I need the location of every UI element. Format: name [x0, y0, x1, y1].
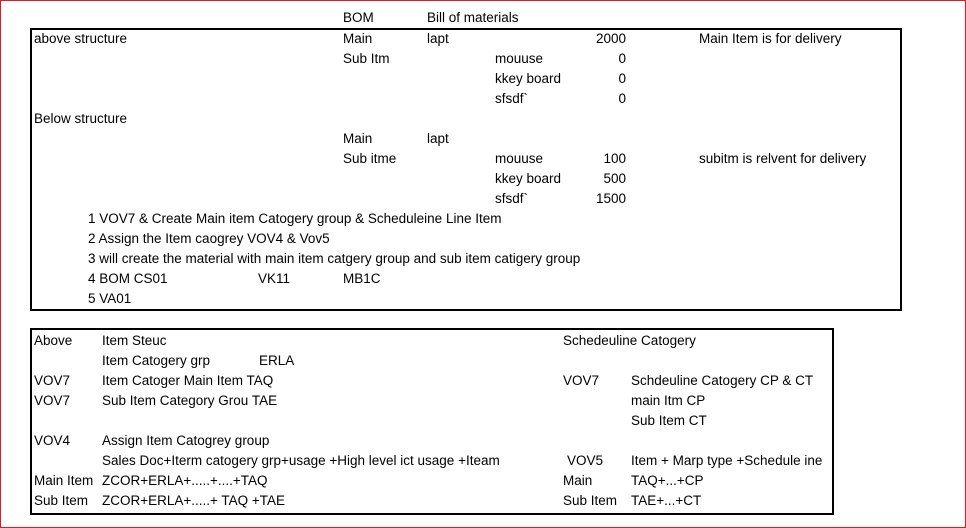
- bom-label: BOM: [343, 10, 374, 25]
- config-sub-formula: ZCOR+ERLA+.....+ TAQ +TAE: [102, 493, 286, 508]
- above-main-item: lapt: [427, 31, 449, 46]
- step-item: 3 will create the material with main item catgery group and sub item catigery group: [88, 251, 581, 266]
- above-sub-name: sfsdf`: [495, 91, 529, 106]
- below-main-item: lapt: [427, 131, 449, 146]
- config-main-label: Main: [563, 473, 593, 488]
- below-sub-qty: 500: [603, 171, 626, 186]
- below-sub-name: kkey board: [495, 171, 561, 186]
- config-sub-item-ct: Sub Item CT: [631, 413, 707, 428]
- config-above: Above: [34, 333, 73, 348]
- above-sub-name: kkey board: [495, 71, 561, 86]
- below-sub-name: mouuse: [495, 151, 544, 166]
- config-sched-cat: Schdeuline Catogery CP & CT: [631, 373, 814, 388]
- below-sub-qty: 1500: [595, 191, 626, 206]
- below-main-label: Main: [343, 131, 373, 146]
- below-structure-label: Below structure: [34, 111, 128, 126]
- above-main-label: Main: [343, 31, 373, 46]
- step-item: 5 VA01: [88, 291, 132, 306]
- bom-description: Bill of materials: [427, 10, 519, 25]
- config-main-formula: ZCOR+ERLA+.....+....+TAQ: [102, 473, 268, 488]
- config-vov7-sub: VOV7: [34, 393, 71, 408]
- below-sub-name: sfsdf`: [495, 191, 529, 206]
- above-sub-qty: 0: [618, 71, 626, 86]
- config-erla: ERLA: [259, 353, 295, 368]
- config-sub-sched: TAE+...+CT: [631, 493, 702, 508]
- config-vov4: VOV4: [34, 433, 71, 448]
- config-sales-doc: Sales Doc+Iterm catogery grp+usage +High level ict usage +Iteam: [102, 453, 500, 468]
- step-item: 1 VOV7 & Create Main item Catogery group & Scheduleine Line Item: [88, 211, 502, 226]
- step-4-vk11: VK11: [258, 271, 291, 286]
- config-vov5: VOV5: [567, 453, 604, 468]
- config-main-cat: Item Catoger Main Item TAQ: [102, 373, 274, 388]
- above-sub-label: Sub Itm: [343, 51, 390, 66]
- config-main-sched: TAQ+...+CP: [631, 473, 704, 488]
- config-assign: Assign Item Catogrey group: [102, 433, 270, 448]
- above-sub-name: mouuse: [495, 51, 544, 66]
- step-item: 4 BOM CS01: [88, 271, 168, 286]
- config-item-cat-grp: Item Catogery grp: [102, 353, 211, 368]
- config-sub-label: Sub Item: [563, 493, 618, 508]
- config-vov7-sched: VOV7: [563, 373, 600, 388]
- below-note: subitm is relvent for delivery: [699, 151, 867, 166]
- above-structure-label: above structure: [34, 31, 128, 46]
- config-vov7-main: VOV7: [34, 373, 71, 388]
- config-sub-item-label: Sub Item: [34, 493, 89, 508]
- step-item: 2 Assign the Item caogrey VOV4 & Vov5: [88, 231, 330, 246]
- config-main-item-label: Main Item: [34, 473, 94, 488]
- above-sub-qty: 0: [618, 91, 626, 106]
- config-sub-cat: Sub Item Category Grou TAE: [102, 393, 278, 408]
- config-item-marp: Item + Marp type +Schedule ine: [631, 453, 823, 468]
- above-main-qty: 2000: [595, 31, 626, 46]
- below-sub-qty: 100: [603, 151, 626, 166]
- config-item-steuc: Item Steuc: [102, 333, 167, 348]
- above-note: Main Item is for delivery: [699, 31, 842, 46]
- config-main-itm-cp: main Itm CP: [631, 393, 706, 408]
- below-sub-label: Sub itme: [343, 151, 397, 166]
- step-4-mb1c: MB1C: [343, 271, 381, 286]
- above-sub-qty: 0: [618, 51, 626, 66]
- config-sched-header: Schedeuline Catogery: [563, 333, 696, 348]
